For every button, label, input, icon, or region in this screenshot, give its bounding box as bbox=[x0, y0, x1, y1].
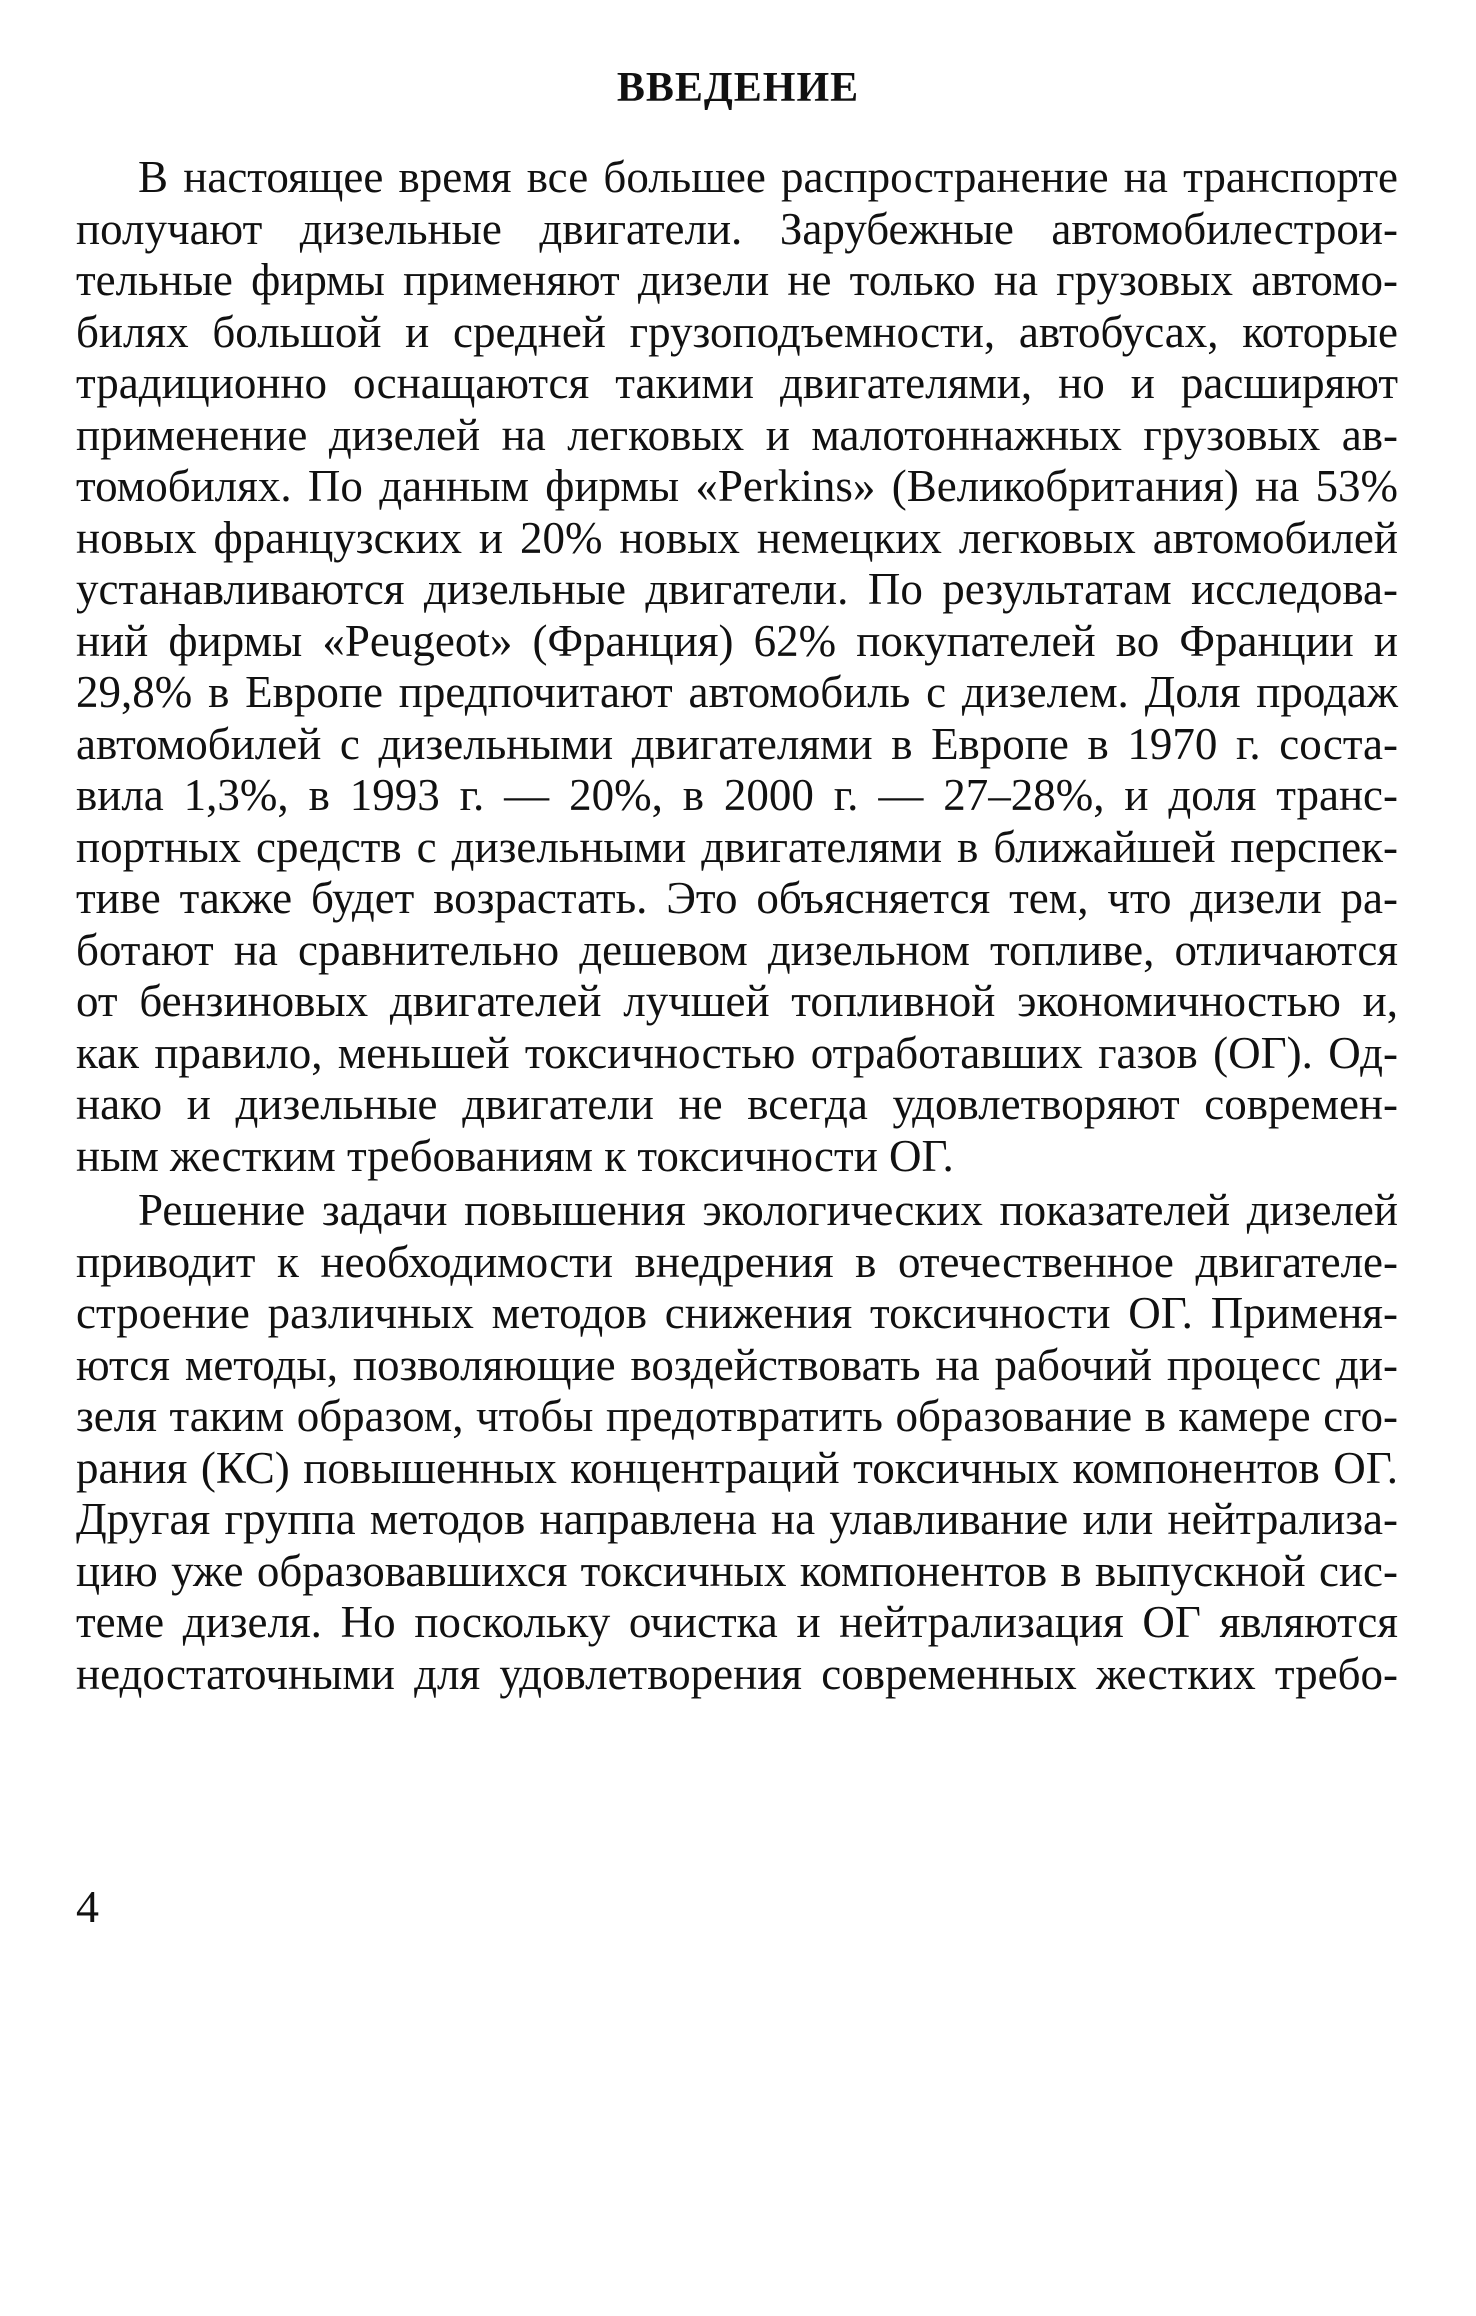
text-line: как правило, меньшей токсичностью отработавших газов (ОГ). Од- bbox=[76, 1027, 1398, 1078]
text-line: вила 1,3%, в 1993 г. — 20%, в 2000 г. — 27–28%, и доля транс- bbox=[76, 770, 1398, 820]
text-line: приводит к необходимости внедрения в отечественное двигателе- bbox=[76, 1236, 1398, 1287]
text-line: билях большой и средней грузоподъемности, автобусах, которые bbox=[76, 306, 1398, 357]
text-line: теме дизеля. Но поскольку очистка и нейтрализация ОГ являются bbox=[76, 1597, 1398, 1647]
text-line: Другая группа методов направлена на улавливание или нейтрализа- bbox=[76, 1494, 1398, 1544]
text-line: устанавливаются дизельные двигатели. По результатам исследова- bbox=[76, 564, 1398, 614]
text-line: тельные фирмы применяют дизели не только на грузовых автомо- bbox=[76, 255, 1398, 305]
text-line: портных средств с дизельными двигателями в ближайшей перспек- bbox=[76, 821, 1398, 872]
text-line: ным жестким требованиям к токсичности ОГ. bbox=[76, 1130, 954, 1181]
text-line: нако и дизельные двигатели не всегда удовлетворяют современ- bbox=[76, 1079, 1398, 1129]
page-number: 4 bbox=[76, 1881, 99, 1932]
text-line: томобилях. По данным фирмы «Perkins» (Великобритания) на 53% bbox=[76, 461, 1398, 511]
text-line: автомобилей с дизельными двигателями в Европе в 1970 г. соста- bbox=[76, 718, 1398, 769]
text-line: новых французских и 20% новых немецких легковых автомобилей bbox=[76, 512, 1398, 563]
paragraph-2 bbox=[76, 1185, 1398, 1700]
text-line: ний фирмы «Peugeot» (Франция) 62% покупателей во Франции и bbox=[76, 615, 1398, 666]
text-line: ются методы, позволяющие воздействовать на рабочий процесс ди- bbox=[76, 1339, 1398, 1390]
text-line: традиционно оснащаются такими двигателями, но и расширяют bbox=[76, 358, 1398, 408]
text-line: применение дизелей на легковых и малотоннажных грузовых ав- bbox=[76, 409, 1398, 460]
text-line: тиве также будет возрастать. Это объясняется тем, что дизели ра- bbox=[76, 873, 1398, 923]
text-line: от бензиновых двигателей лучшей топливной экономичностью и, bbox=[76, 976, 1398, 1026]
paragraph-1 bbox=[76, 152, 1398, 1182]
text-line: 29,8% в Европе предпочитают автомобиль с дизелем. Доля продаж bbox=[76, 667, 1398, 717]
text-line: недостаточными для удовлетворения современных жестких требо- bbox=[76, 1648, 1398, 1699]
text-line: В настоящее время все большее распространение на транспорте bbox=[138, 152, 1398, 202]
text-line: зеля таким образом, чтобы предотвратить образование в камере сго- bbox=[76, 1391, 1398, 1441]
text-line: строение различных методов снижения токсичности ОГ. Применя- bbox=[76, 1288, 1398, 1338]
text-line: Решение задачи повышения экологических показателей дизелей bbox=[138, 1185, 1398, 1235]
page-title: ВВЕДЕНИЕ bbox=[616, 65, 860, 111]
text-line: ботают на сравнительно дешевом дизельном топливе, отличаются bbox=[76, 924, 1398, 975]
text-line: цию уже образовавшихся токсичных компонентов в выпускной сис- bbox=[76, 1545, 1398, 1596]
text-line: рания (КС) повышенных концентраций токсичных компонентов ОГ. bbox=[76, 1442, 1398, 1493]
text-line: получают дизельные двигатели. Зарубежные автомобилестрои- bbox=[76, 203, 1398, 254]
